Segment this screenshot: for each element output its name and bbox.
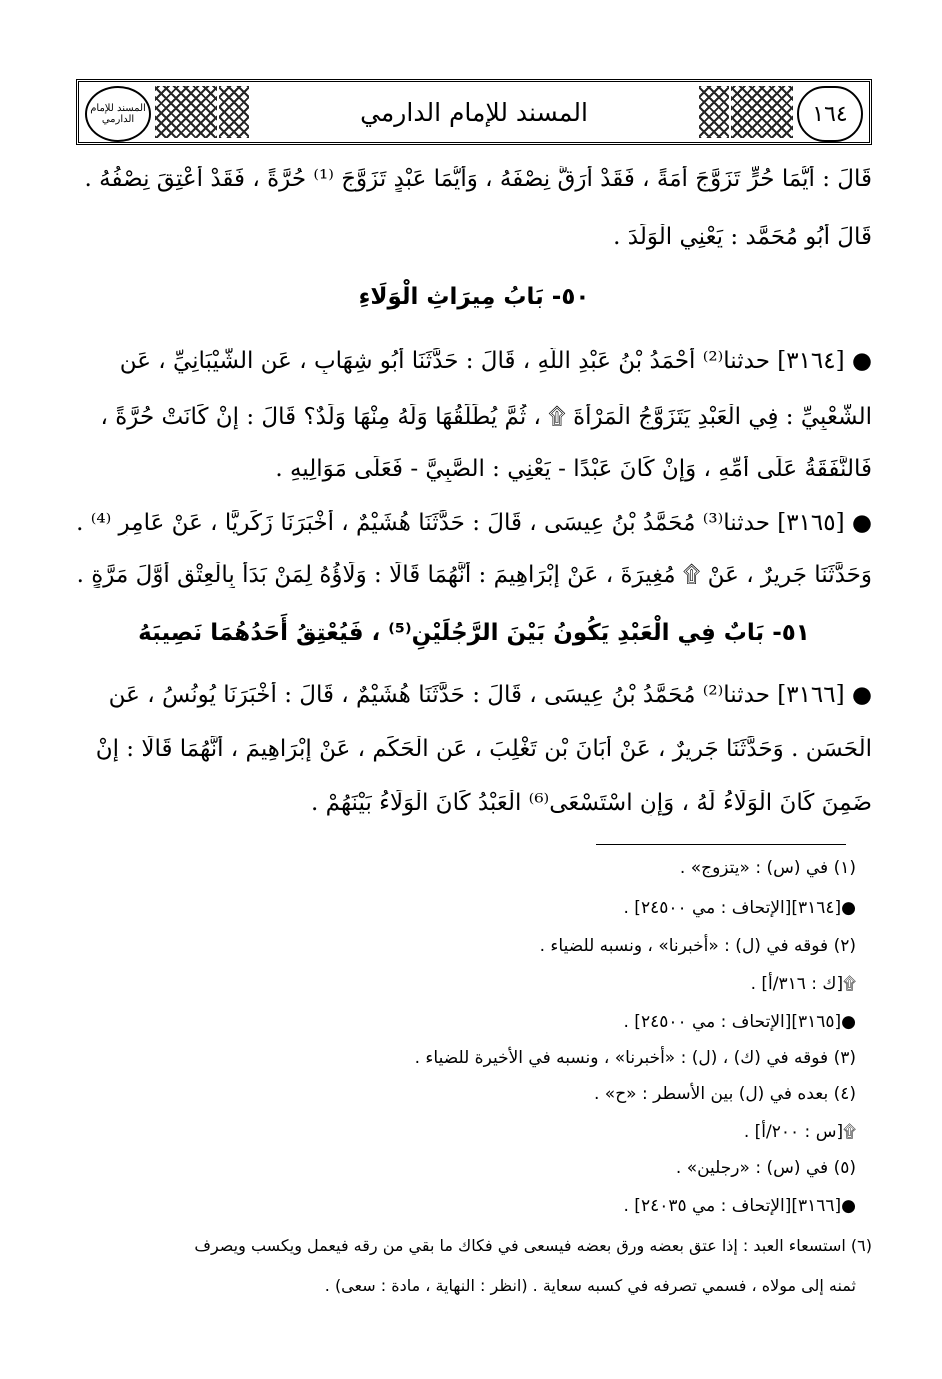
ornament-pattern-mid-left <box>219 86 249 138</box>
footnote-3: (٣) فوقه في (ك) ، (ل) : «أخبرنا» ، ونسبه في الأخيرة للضياء . <box>414 1048 856 1068</box>
book-title: المسند للإمام الدارمي <box>255 86 693 138</box>
footnote-ithaf-3166: ●[٣١٦٦][الإتحاف : مي ٢٤٠٣٥] . <box>623 1196 856 1216</box>
body-line-1: قَالَ : أَيُّمَا حُرٍّ تَزَوَّجَ أَمَةً ، فَقَدْ أَرَقَّ نِصْفَهُ ، وَأَيُّمَا عَبْدٍ تَزَوَّجَ ⁽¹⁾ حُرَّةً ، فَقَدْ أُعْتِقَ نِصْفُهُ . <box>84 166 872 192</box>
footnote-separator <box>596 844 846 845</box>
footnote-4: (٤) بعده في (ل) بين الأسطر : «ح» . <box>593 1084 856 1104</box>
ornament-pattern-right <box>731 86 793 138</box>
body-line-2: قَالَ أَبُو مُحَمَّد : يَعْنِي الْوَلَدَ . <box>613 224 872 250</box>
ornament-pattern-left <box>155 86 217 138</box>
seal-text-left: المسند للإمام الدارمي <box>90 103 146 125</box>
footnote-ms-k: ۩[ك : ٣١٦/أ] . <box>750 974 856 994</box>
footnote-5: (٥) في (س) : «رجلين» . <box>675 1158 856 1178</box>
footnote-ithaf-3165: ●[٣١٦٥][الإتحاف : مي ٢٤٥٠٠] . <box>623 1012 856 1032</box>
hadith-3164-line-1: ● [٣١٦٤] حدثنا⁽²⁾ أَحْمَدُ بْنُ عَبْدِ اللَّهِ ، قَالَ : حَدَّثَنَا أَبُو شِهَابٍ ، عَنِ الشَّيْبَانِيِّ ، عَنِ <box>119 348 872 374</box>
ornament-pattern-mid-right <box>699 86 729 138</box>
page-header <box>76 79 872 145</box>
hadith-3164-line-2: الشَّعْبِيِّ : فِي الْعَبْدِ يَتَزَوَّجُ الْمَرْأَةَ ۩ ، ثُمَّ يُطَلِّقُهَا وَلَهُ مِنْهَا وَلَدٌ؟ قَالَ : إِنْ كَانَتْ حُرَّةً ، <box>100 404 872 430</box>
hadith-3165-line-2: وَحَدَّثَنَا جَرِيرٌ ، عَنْ ۩ مُغِيرَةَ ، عَنْ إِبْرَاهِيمَ : أَنَّهُمَا قَالَا : وَلَاؤُهُ لِمَنْ بَدَأَ بِالْعِتْقِ أَوَّلَ مَرَّةٍ . <box>76 562 872 588</box>
hadith-3165-line-1: ● [٣١٦٥] حدثنا⁽³⁾ مُحَمَّدُ بْنُ عِيسَى ، قَالَ : حَدَّثَنَا هُشَيْمٌ ، أَخْبَرَنَا زَكَرِيَّا ، عَنْ عَامِرٍ ⁽⁴⁾ . <box>76 510 872 536</box>
footnote-ms-s: ۩[س : ٢٠٠/أ] . <box>743 1122 856 1142</box>
footnote-ithaf-3164: ●[٣١٦٤][الإتحاف : مي ٢٤٥٠٠] . <box>623 898 856 918</box>
footnote-2: (٢) فوقه في (ل) : «أخبرنا» ، ونسبه للضياء . <box>539 936 856 956</box>
chapter-heading-51: ٥١- بَابٌ فِي الْعَبْدِ يَكُونُ بَيْنَ الرَّجُلَيْنِ⁽⁵⁾ ، فَيُعْتِقُ أَحَدُهُمَا نَصِيبَهُ <box>138 620 810 646</box>
hadith-3166-line-1: ● [٣١٦٦] حدثنا⁽²⁾ مُحَمَّدُ بْنُ عِيسَى ، قَالَ : حَدَّثَنَا هُشَيْمٌ ، قَالَ : أَخْبَرَنَا يُونُسُ ، عَنِ <box>108 682 872 708</box>
book-seal-left <box>85 86 151 142</box>
hadith-3166-line-2: الْحَسَنِ . وَحَدَّثَنَا جَرِيرٌ ، عَنْ أَبَانَ بْنِ تَغْلِبَ ، عَنِ الْحَكَمِ ، عَنْ إِبْرَاهِيمَ ، أَنَّهُمَا قَالَا : إِنْ <box>95 736 872 762</box>
footnote-6-line-2: ثمنه إلى مولاه ، فسمي تصرفه في كسبه سعاية . (انظر : النهاية ، مادة : سعى) . <box>324 1276 856 1295</box>
footnote-1: (١) في (س) : «يتزوج» . <box>679 858 856 878</box>
chapter-heading-50: ٥٠- بَابُ مِيرَاثِ الْوَلَاءِ <box>358 284 590 310</box>
hadith-3164-line-3: فَالنَّفَقَةُ عَلَى أُمِّهِ ، وَإِنْ كَانَ عَبْدًا - يَعْنِي : الصَّبِيَّ - فَعَلَى مَوَالِيهِ . <box>275 456 872 482</box>
page-number: ١٦٤ <box>797 86 863 142</box>
hadith-3166-line-3: ضَمِنَ كَانَ الْوَلَاءُ لَهُ ، وَإِنِ اسْتَسْعَى⁽⁶⁾ الْعَبْدُ كَانَ الْوَلَاءُ بَيْنَهُمْ . <box>311 790 872 816</box>
footnote-6-line-1: (٦) استسعاء العبد : إذا عتق بعضه ورق بعضه فيسعى في فكاك ما بقي من رقه فيعمل ويكسب ويصرف <box>194 1236 872 1255</box>
